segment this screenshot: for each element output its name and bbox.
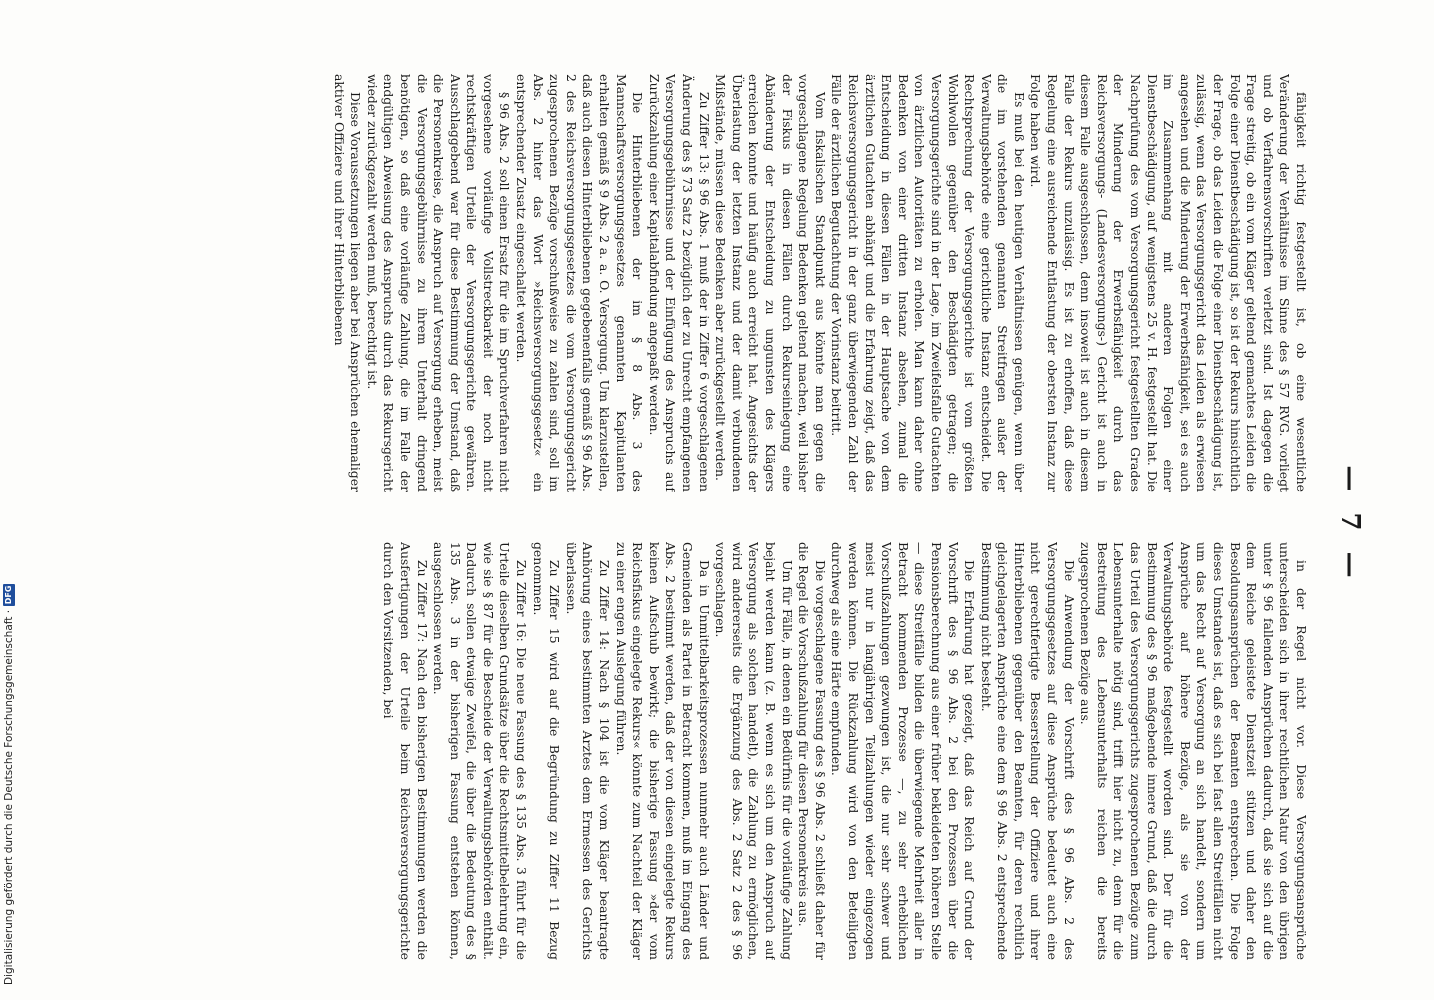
- paragraph: Die Hinterbliebenen der im § 8 Abs. 3 des Mannschaftsversorgungsgesetzes genannten Kapitulanten erhalten gemäß § 9 Abs. 2 a. a. O. Versorgung. Um klarzustellen, daß auch diesen Hinterbliebenen gegebenenfalls gemäß § 96 Abs. 2 des Reichsversorgungsgesetzes die vom Versorgungsgericht zugesprochenen Bezüge vorschußweise zu zahlen sind, soll im Abs. 2 hinter das Wort »Reichsversorgungsgesetz« ein entsprechender Zusatz eingeschaltet werden.: [514, 74, 646, 492]
- dfg-logo-icon: DFG: [4, 585, 13, 605]
- text-column-right: [179, 542, 1309, 960]
- scanned-page: [95, 62, 1395, 987]
- paragraph: Zu Ziffer 14: Nach § 104 ist die vom Kläger beantragte Anhörung eines bestimmten Arztes dem Ermessen des Gerichts überlassen.: [563, 542, 613, 960]
- paragraph: in der Regel nicht vor. Diese Versorgungsansprüche unterscheiden sich in ihrer rechtlichen Natur von den übrigen unter § 96 fallenden Ansprüchen dadurch, daß sie sich auf die dem Reiche geleistete Dienstzeit stützen und daher den Besoldungsansprüchen der Beamten entsprechen. Die Folge dieses Umstandes ist, daß es sich bei fast allen Streitfällen nicht um das Recht auf Versorgung an sich handelt, sondern um Ansprüche auf höhere Bezüge, als sie von der Verwaltungsbehörde festgestellt worden sind. Der für die Bestimmung des § 96 maßgebende innere Grund, daß die durch das Urteil des Versorgungsgerichts zugesprochenen Bezüge zum Lebensunterhalte nötig sind, trifft hier nicht zu, denn für die Bestreitung des Lebensunterhalts reichen die bereits zugesprochenen Bezüge aus.: [1078, 542, 1309, 960]
- paragraph: Vom fiskalischen Standpunkt aus könnte man gegen die vorgeschlagene Regelung Bedenken geltend machen, weil bisher der Fiskus in diesen Fällen durch Rekurseinlegung eine Abänderung der Entscheidung zu ungunsten des Klägers erreichen konnte und häufig auch erreicht hat. Angesichts der Überlastung der letzten Instanz und der damit verbundenen Mißstände, müssen diese Bedenken aber zurückgestellt werden.: [713, 74, 828, 492]
- paragraph: Die vorgeschlagene Fassung des § 96 Abs. 2 schließt daher für die Regel die Vorschußzahlung für diesen Personenkreis aus.: [796, 542, 828, 960]
- paragraph: Um für Fälle, in denen ein Bedürfnis für die vorläufige Zahlung bejaht werden kann (z. B. wenn es sich um den Anspruch auf Versorgung als solchen handelt), die Zahlung zu ermöglichen, wird andererseits die Ergänzung des Abs. 2 Satz 2 des § 96 vorgeschlagen.: [713, 542, 795, 960]
- digitization-credit: [2, 585, 15, 997]
- paragraph: Da in Unmittelbarkeitsprozessen nunmehr auch Länder und Gemeinden als Partei in Betracht kommen, muß im Eingang des Abs. 2 bestimmt werden, daß der von diesen eingelegte Rekurs keinen Aufschub bewirkt; die bisherige Fassung »der vom Reichsfiskus eingelegte Rekurs« könnte zum Nachteil der Kläger zu einer engen Auslegung führen.: [613, 542, 712, 960]
- paragraph: Die Anwendung der Vorschrift des § 96 Abs. 2 des Versorgungsgesetzes auf diese Ansprüche bedeutet auch eine nicht gerechtfertigte Besserstellung der Offiziere und ihrer Hinterbliebenen gegenüber den Beamten, für deren rechtlich gleichgelagerten Ansprüche eine dem § 96 Abs. 2 entsprechende Bestimmung nicht besteht.: [978, 542, 1077, 960]
- digitization-note: Digitalisierung gefördert durch die Deutsche Forschungsgemeinschaft ·: [3, 609, 15, 985]
- page-number: — 7 —: [1335, 465, 1365, 584]
- paragraph: Die Erfahrung hat gezeigt, daß das Reich auf Grund der Vorschrift des § 96 Abs. 2 bei den Prozessen über die Pensionsberechnung aus einer früher bekleideten höheren Stelle — diese Streitfälle bilden die überwiegende Mehrheit aller in Betracht kommenden Prozesse —, zu sehr erheblichen Vorschußzahlungen gezwungen ist, die nur sehr schwer und meist nur in langjährigen Teilzahlungen wieder eingezogen werden können. Die Rückzahlung wird von den Beteiligten durchweg als eine Härte empfunden.: [829, 542, 978, 960]
- paragraph: Es muß bei den heutigen Verhältnissen genügen, wenn über die im vorstehenden genannten Streitfragen außer der Verwaltungsbehörde eine gerichtliche Instanz entscheidet. Die Rechtsprechung der Versorgungsgerichte ist vom größten Wohlwollen gegenüber den Beschädigten getragen; die Versorgungsgerichte sind in der Lage, im Zweifelsfalle Gutachten von ärztlichen Autoritäten zu erholen. Man kann daher ohne Bedenken von einer dritten Instanz absehen, zumal die Entscheidung in diesen Fällen in der Hauptsache von dem ärztlichen Gutachten abhängt und die Erfahrung zeigt, daß das Reichsversorgungsgericht in der ganz überwiegenden Zahl der Fälle der ärztlichen Begutachtung der Vorinstanz beitritt.: [829, 74, 1027, 492]
- paragraph: Zu Ziffer 16: Die neue Fassung des § 135 Abs. 3 führt für die Urteile dieselben Grundsätze über die Rechtsmittelbelehrung ein, wie sie § 87 für die Bescheide der Verwaltungsbehörden enthält. Dadurch sollen etwaige Zweifel, die über die Bedeutung des § 135 Abs. 3 in der bisherigen Fassung entstehen können, ausgeschlossen werden.: [431, 542, 530, 960]
- paragraph: § 96 Abs. 2 soll einen Ersatz für die im Spruchverfahren nicht vorgesehene vorläufige Vollstreckbarkeit der noch nicht rechtskräftigen Urteile der Versorgungsgerichte gewähren. Ausschlaggebend war für diese Bestimmung der Umstand, daß die Personenkreise, die Anspruch auf Versorgung erheben, meist die Versorgungsgebührnisse zu ihrem Unterhalt dringend benötigen, so daß eine vorläufige Zahlung, die im Falle der endgültigen Abweisung des Anspruchs durch das Rekursgericht wieder zurückgezahlt werden muß, berechtigt ist.: [364, 74, 513, 492]
- paragraph: Zu Ziffer 13: § 96 Abs. 1 muß der in Ziffer 6 vorgeschlagenen Änderung des § 73 Satz 2 bezüglich der zu Unrecht empfangenen Versorgungsgebührnisse und der Einfügung des Anspruchs auf Zurückzahlung einer Kapitalabfindung angepaßt werden.: [646, 74, 712, 492]
- paragraph: Diese Voraussetzungen liegen aber bei Ansprüchen ehemaliger aktiver Offiziere und ihrer Hinterbliebenen: [331, 74, 364, 492]
- paragraph: Zu Ziffer 15 wird auf die Begründung zu Ziffer 11 Bezug genommen.: [530, 542, 563, 960]
- digitization-credit-text: [2, 0, 16, 985]
- paragraph: fähigkeit richtig festgestellt ist, ob eine wesentliche Veränderung der Verhältnisse im Sinne des § 57 RVG. vorliegt und ob Verfahrensvorschriften verletzt sind. Ist dagegen die Frage streitig, ob ein vom Kläger geltend gemachtes Leiden die Folge einer Dienstbeschädigung ist, so ist der Rekurs hinsichtlich der Frage, ob das Leiden die Folge einer Dienstbeschädigung ist, zulässig, wenn das Versorgungsgericht das Leiden als erwiesen angesehen und die Minderung der Erwerbsfähigkeit, sei es auch im Zusammenhang mit anderen Folgen einer Dienstbeschädigung, auf wenigstens 25 v. H. festgestellt hat. Die Nachprüfung des vom Versorgungsgericht festgestellten Grades der Minderung der Erwerbsfähigkeit durch das Reichsversorgungs- (Landesversorgungs-) Gericht ist auch in diesem Falle ausgeschlossen, denn insoweit ist auch in diesem Falle der Rekurs unzulässig. Es ist zu erhoffen, daß diese Regelung eine ausreichende Entlastung der obersten Instanz zur Folge haben wird.: [1028, 74, 1309, 492]
- text-column-left: [179, 74, 1309, 492]
- paragraph: Zu Ziffer 17: Nach den bisherigen Bestimmungen werden die Ausfertigungen der Urteile beim Reichsversorgungsgerichte durch den Vorsitzenden, bei: [381, 542, 430, 960]
